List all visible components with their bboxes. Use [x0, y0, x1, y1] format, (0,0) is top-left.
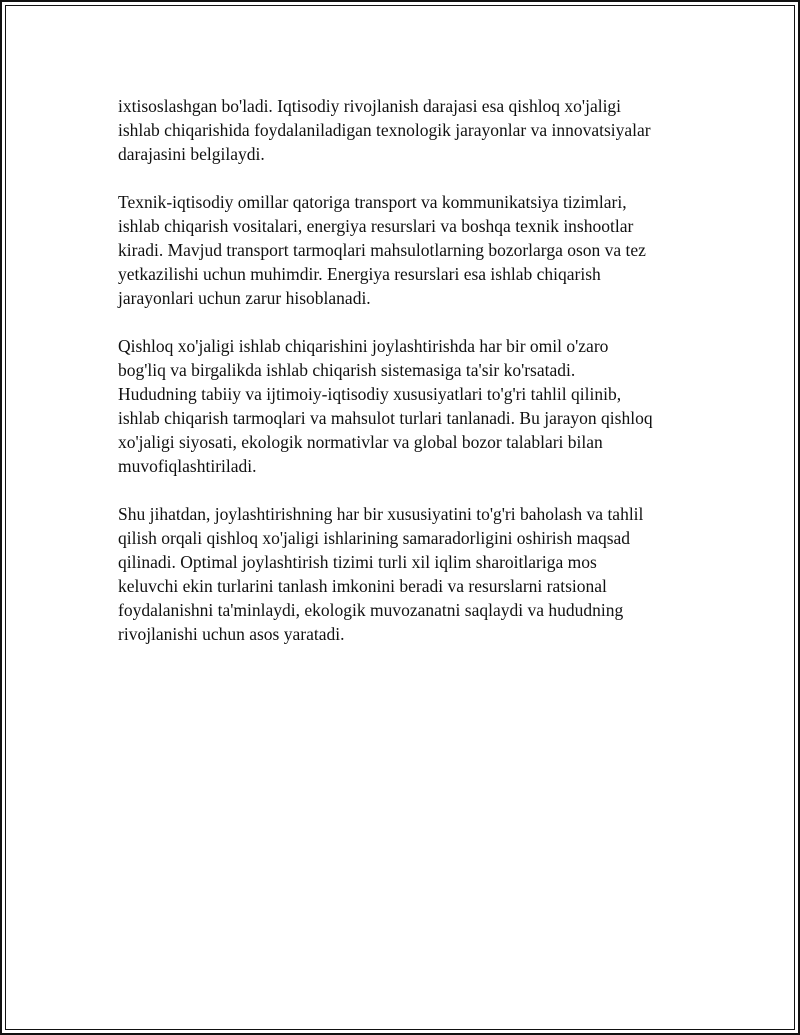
paragraph-line: rivojlanishi uchun asos yaratadi.	[118, 624, 345, 644]
paragraph-line: ishlab chiqarish tarmoqlari va mahsulot turlari tanlanadi. Bu jarayon qishloq	[118, 408, 653, 428]
paragraph-line: Shu jihatdan, joylashtirishning har bir xususiyatini to'g'ri baholash va tahlil	[118, 504, 644, 524]
paragraph-line: yetkazilishi uchun muhimdir. Energiya resurslari esa ishlab chiqarish	[118, 264, 601, 284]
paragraph-line: ishlab chiqarish vositalari, energiya resurslari va boshqa texnik inshootlar	[118, 216, 634, 236]
paragraph-1	[118, 94, 698, 166]
paragraph-line: Hududning tabiiy va ijtimoiy-iqtisodiy xususiyatlari to'g'ri tahlil qilinib,	[118, 384, 622, 404]
paragraph-line: Qishloq xo'jaligi ishlab chiqarishini joylashtirishda har bir omil o'zaro	[118, 336, 609, 356]
paragraph-3	[118, 334, 698, 478]
paragraph-line: qilish orqali qishloq xo'jaligi ishlarining samaradorligini oshirish maqsad	[118, 528, 631, 548]
paragraph-4	[118, 502, 698, 646]
paragraph-line: muvofiqlashtiriladi.	[118, 456, 257, 476]
paragraph-line: ixtisoslashgan bo'ladi. Iqtisodiy rivojlanish darajasi esa qishloq xo'jaligi	[118, 96, 622, 116]
document-body	[118, 94, 698, 646]
paragraph-line: kiradi. Mavjud transport tarmoqlari mahsulotlarning bozorlarga oson va tez	[118, 240, 646, 260]
paragraph-line: foydalanishni ta'minlaydi, ekologik muvozanatni saqlaydi va hududning	[118, 600, 624, 620]
paragraph-line: keluvchi ekin turlarini tanlash imkonini beradi va resurslarni ratsional	[118, 576, 607, 596]
paragraph-line: Texnik-iqtisodiy omillar qatoriga transport va kommunikatsiya tizimlari,	[118, 192, 627, 212]
paragraph-line: bog'liq va birgalikda ishlab chiqarish sistemasiga ta'sir ko'rsatadi.	[118, 360, 576, 380]
paragraph-line: qilinadi. Optimal joylashtirish tizimi turli xil iqlim sharoitlariga mos	[118, 552, 597, 572]
paragraph-line: darajasini belgilaydi.	[118, 144, 265, 164]
paragraph-line: xo'jaligi siyosati, ekologik normativlar va global bozor talablari bilan	[118, 432, 603, 452]
paragraph-line: ishlab chiqarishida foydalaniladigan texnologik jarayonlar va innovatsiyalar	[118, 120, 651, 140]
paragraph-line: jarayonlari uchun zarur hisoblanadi.	[118, 288, 371, 308]
paragraph-2	[118, 190, 698, 310]
